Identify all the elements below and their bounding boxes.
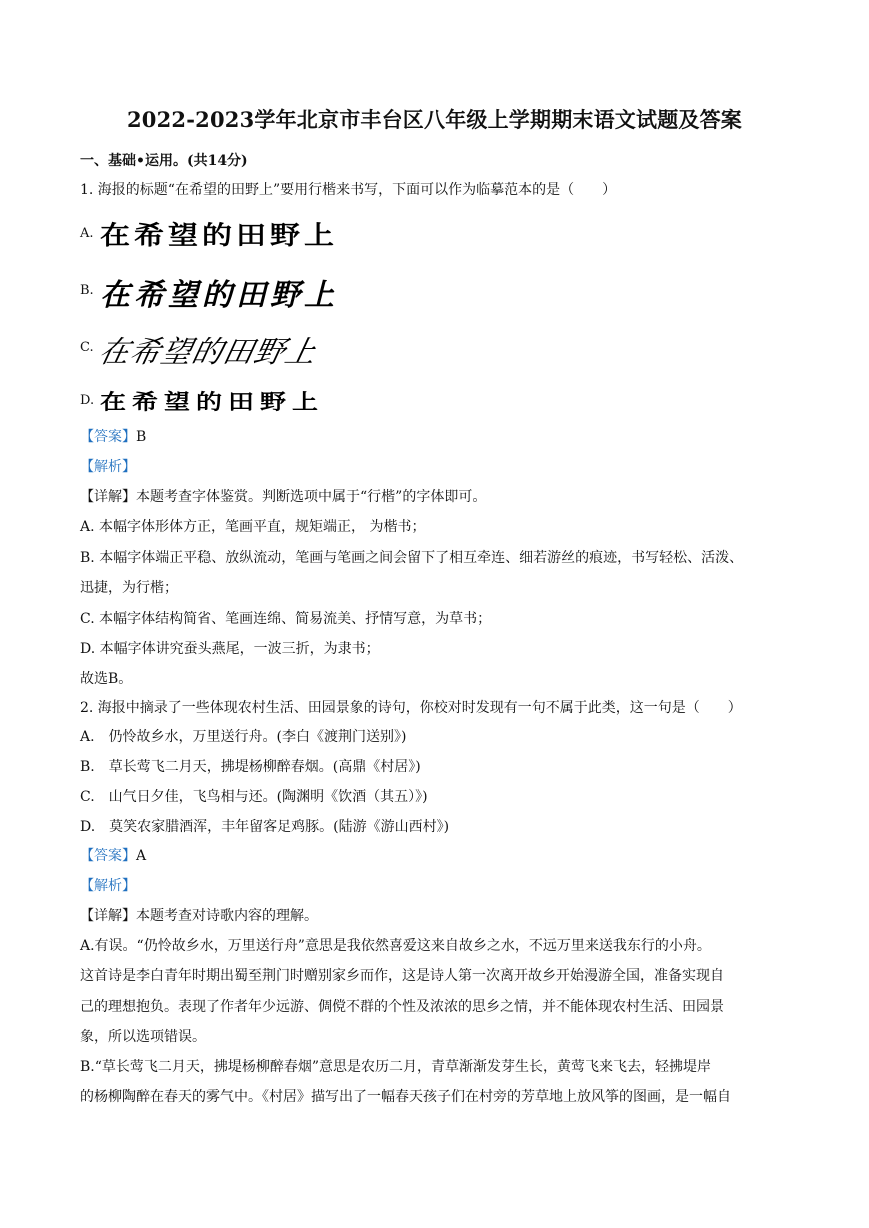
q2-option-c: C. 山气日夕佳，飞鸟相与还。(陶渊明《饮酒（其五）》) [80, 789, 428, 805]
explanation-line: D. 本幅字体讲究蚕头燕尾，一波三折，为隶书； [80, 641, 380, 657]
question-2-stem: 2. 海报中摘录了一些体现农村生活、田园景象的诗句，你校对时发现有一句不属于此类，这一句是（ ） [80, 700, 742, 716]
q2-option-a: A. 仍怜故乡水，万里送行舟。(李白《渡荆门送别》) [80, 729, 407, 745]
q2-option-b: B. 草长莺飞二月天，拂堤杨柳醉春烟。(高鼎《村居》) [80, 759, 421, 775]
q2-option-d: D. 莫笑农家腊酒浑，丰年留客足鸡豚。(陆游《游山西村》) [80, 819, 450, 835]
answer-tag: 【答案】 [80, 429, 136, 445]
explanation-line: A.有误。“仍怜故乡水，万里送行舟”意思是我依然喜爱这来自故乡之水，不远万里来送我东行的小舟。 [80, 938, 711, 954]
detail-line: 【详解】本题考查对诗歌内容的理解。 [80, 908, 318, 924]
option-b-letter: B. [80, 283, 94, 298]
answer-value: A [136, 848, 147, 864]
page-title: 2022-2023学年北京市丰台区八年级上学期期末语文试题及答案 [126, 107, 742, 132]
explanation-line: 象，所以选项错误。 [80, 1029, 206, 1045]
option-b-calligraphy: 在希望的田野上 [100, 278, 338, 313]
answer-value: B [136, 429, 147, 445]
answer-tag: 【答案】 [80, 848, 136, 864]
answer-line-2 [80, 847, 146, 865]
option-c-letter: C. [80, 340, 94, 355]
question-1-stem: 1. 海报的标题“在希望的田野上”要用行楷来书写，下面可以作为临摹范本的是（ ） [80, 182, 617, 198]
explanation-line: 故选B。 [80, 671, 133, 687]
explanation-line: C. 本幅字体结构简省、笔画连绵、简易流美、抒情写意，为草书； [80, 611, 492, 627]
analysis-tag: 【解析】 [80, 878, 136, 894]
option-d-calligraphy: 在希望的田野上 [100, 390, 325, 415]
explanation-line: 的杨柳陶醉在春天的雾气中。《村居》描写出了一幅春天孩子们在村旁的芳草地上放风筝的图画，是一幅自 [80, 1089, 731, 1105]
explanation-line: B.“草长莺飞二月天，拂堤杨柳醉春烟”意思是农历二月，青草渐渐发芽生长，黄莺飞来飞去，轻拂堤岸 [80, 1059, 712, 1075]
explanation-line: 己的理想抱负。表现了作者年少远游、倜傥不群的个性及浓浓的思乡之情，并不能体现农村生活、田园景 [80, 999, 724, 1015]
analysis-tag: 【解析】 [80, 459, 136, 475]
detail-line: 【详解】本题考查字体鉴赏。判断选项中属于“行楷”的字体即可。 [80, 489, 487, 505]
section-heading: 一、基础•运用。(共14分) [80, 153, 248, 169]
option-d-letter: D. [80, 393, 95, 408]
option-a-calligraphy: 在希望的田野上 [100, 220, 338, 251]
explanation-line: B. 本幅字体端正平稳、放纵流动，笔画与笔画之间会留下了相互牵连、细若游丝的痕迹，书写轻松、活泼、 [80, 550, 744, 566]
option-a-letter: A. [80, 226, 94, 241]
explanation-line: 这首诗是李白青年时期出蜀至荆门时赠别家乡而作，这是诗人第一次离开故乡开始漫游全国，准备实现自 [80, 968, 724, 984]
explanation-line: 迅捷，为行楷； [80, 580, 178, 596]
answer-line-1 [80, 428, 146, 446]
option-c-calligraphy: 在希望的田野上 [95, 335, 320, 370]
explanation-line: A. 本幅字体形体方正，笔画平直，规矩端正， 为楷书； [80, 519, 426, 535]
